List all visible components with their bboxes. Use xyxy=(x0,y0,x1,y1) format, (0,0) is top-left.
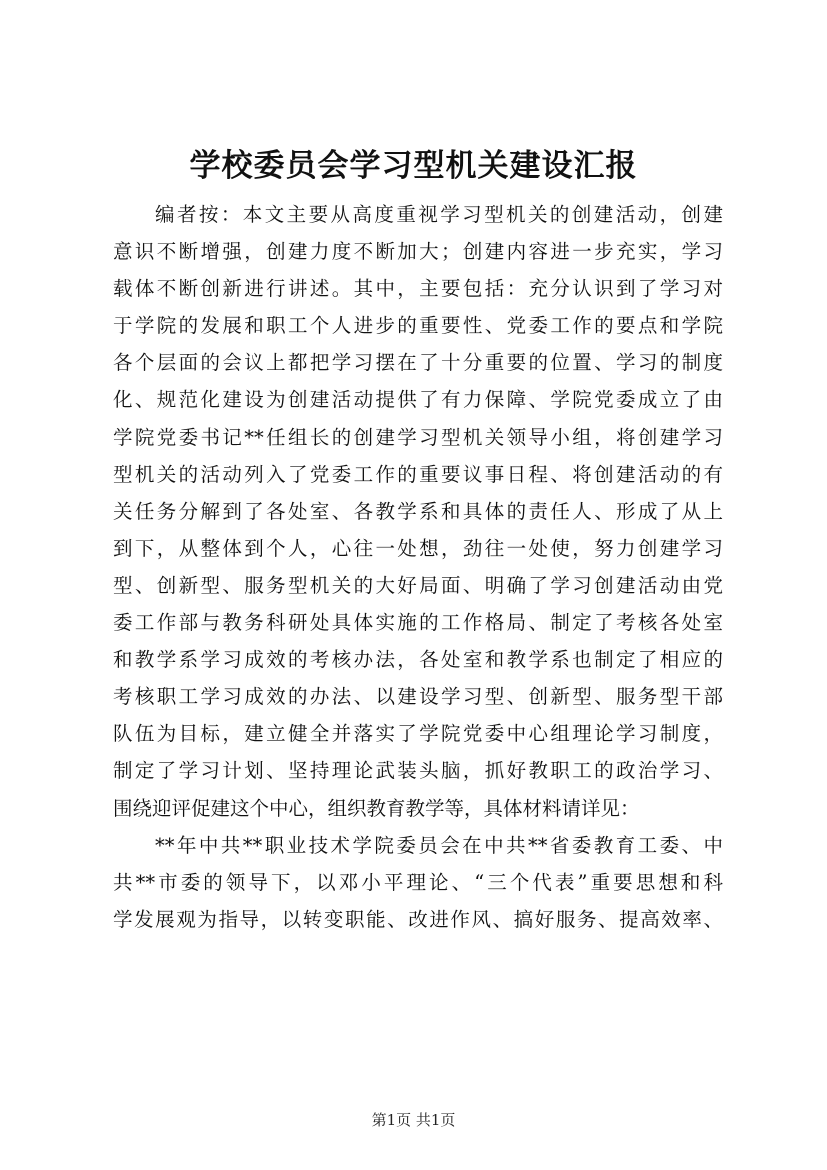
paragraph-line: 围绕迎评促建这个中心，组织教育教学等，具体材料请详见： xyxy=(113,796,640,820)
paragraph-line: 委工作部与教务科研处具体实施的工作格局、制定了考核各处室 xyxy=(113,611,723,635)
paragraph-line: 到下，从整体到个人，心往一处想，劲往一处使，努力创建学习 xyxy=(113,536,723,560)
paragraph-line: 载体不断创新进行讲述。其中，主要包括：充分认识到了学习对 xyxy=(113,277,723,301)
document-body xyxy=(113,196,723,938)
paragraph-line: 学院党委书记**任组长的创建学习型机关领导小组，将创建学习 xyxy=(113,425,723,449)
paragraph-line: 意识不断增强，创建力度不断加大；创建内容进一步充实，学习 xyxy=(113,240,723,264)
paragraph-line: **年中共**职业技术学院委员会在中共**省委教育工委、中 xyxy=(155,833,723,857)
paragraph-line: 编者按：本文主要从高度重视学习型机关的创建活动，创建 xyxy=(155,203,723,226)
paragraph-line: 化、规范化建设为创建活动提供了有力保障、学院党委成立了由 xyxy=(113,388,723,412)
paragraph-line: 和教学系学习成效的考核办法，各处室和教学系也制定了相应的 xyxy=(113,648,723,672)
paragraph-line: 共**市委的领导下，以邓小平理论、“三个代表”重要思想和科 xyxy=(113,870,723,894)
paragraph-line: 制定了学习计划、坚持理论武装头脑，抓好教职工的政治学习、 xyxy=(113,759,723,783)
paragraph-line: 各个层面的会议上都把学习摆在了十分重要的位置、学习的制度 xyxy=(113,351,723,375)
paragraph-line: 学发展观为指导，以转变职能、改进作风、搞好服务、提高效率、 xyxy=(113,907,723,931)
document-title: 学校委员会学习型机关建设汇报 xyxy=(189,148,638,184)
paragraph-line: 关任务分解到了各处室、各教学系和具体的责任人、形成了从上 xyxy=(113,499,723,523)
page-footer: 第1页 共1页 xyxy=(371,1111,456,1129)
paragraph-line: 考核职工学习成效的办法、以建设学习型、创新型、服务型干部 xyxy=(113,685,723,709)
paragraph-line: 于学院的发展和职工个人进步的重要性、党委工作的要点和学院 xyxy=(113,314,723,338)
paragraph-line: 队伍为目标，建立健全并落实了学院党委中心组理论学习制度， xyxy=(113,722,723,746)
paragraph-line: 型机关的活动列入了党委工作的重要议事日程、将创建活动的有 xyxy=(113,462,723,486)
paragraph-line: 型、创新型、服务型机关的大好局面、明确了学习创建活动由党 xyxy=(113,573,723,597)
